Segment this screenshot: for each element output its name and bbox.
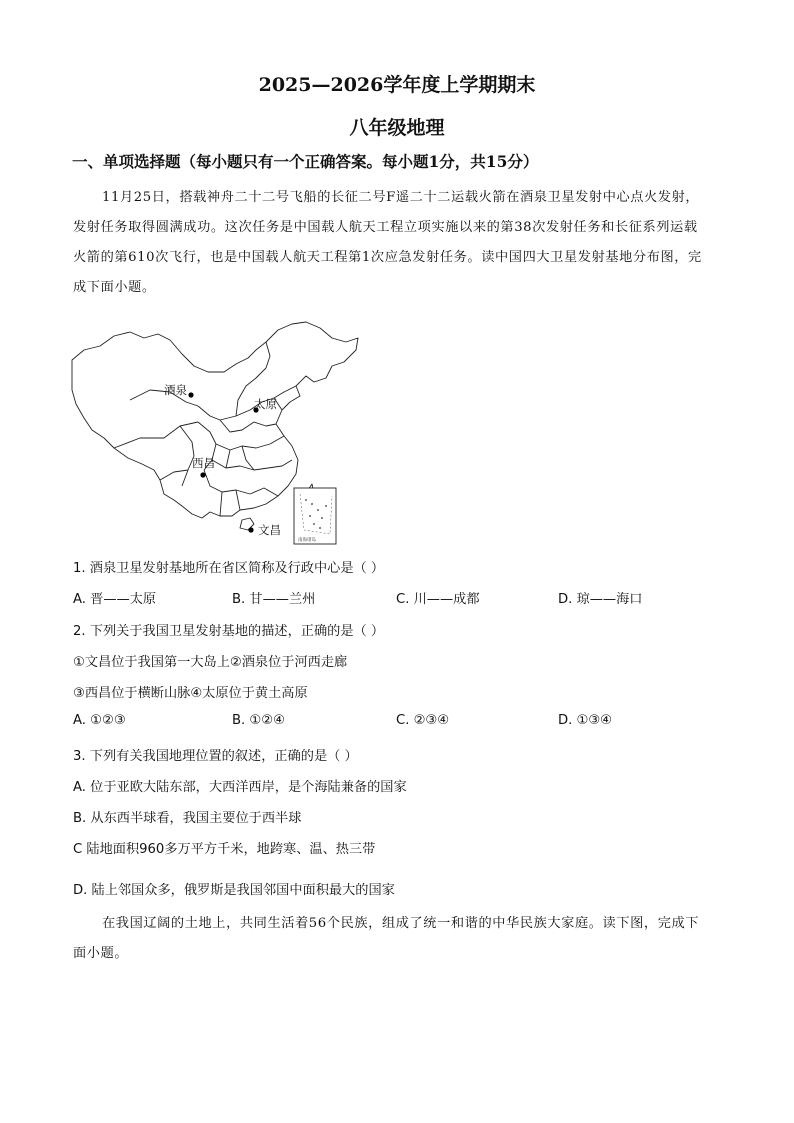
intro-line-4: 成下面小题。 [73, 280, 156, 295]
q3-option-d: D. 陆上邻国众多，俄罗斯是我国邻国中面积最大的国家 [73, 883, 395, 898]
jiuquan-dot [188, 392, 193, 397]
section-heading: 一、单项选择题（每小题只有一个正确答案。每小题1分，共15分） [72, 152, 539, 171]
q2-option-b: B. ①②④ [232, 713, 285, 728]
q2-statement-1: ①文昌位于我国第一大岛上②酒泉位于河西走廊 [73, 655, 348, 670]
q3-stem: 3. 下列有关我国地理位置的叙述，正确的是（ ） [73, 749, 358, 764]
q3-option-b: B. 从东西半球看，我国主要位于西半球 [73, 811, 302, 826]
china-launch-sites-map [70, 320, 360, 545]
q2-option-d: D. ①③④ [558, 713, 613, 728]
jiuquan-label: 酒泉 [164, 383, 187, 397]
taiyuan-label: 太原 [254, 397, 277, 411]
q3-option-c: C 陆地面积960多万平方千米，地跨寒、温、热三带 [73, 842, 376, 857]
intro-line-3: 火箭的第610次飞行，也是中国载人航天工程第1次应急发射任务。读中国四大卫星发射基地分布图，完 [73, 250, 702, 265]
q1-option-c: C. 川——成都 [396, 592, 480, 607]
intro-line-2: 发射任务取得圆满成功。这次任务是中国载人航天工程立项实施以来的第38次发射任务和长征系列运载 [73, 220, 698, 235]
exam-title: 2025—2026学年度上学期期末 [258, 74, 536, 96]
xichang-dot [200, 472, 205, 477]
q1-option-d: D. 琼——海口 [558, 592, 643, 607]
q2-stem: 2. 下列关于我国卫星发射基地的描述，正确的是（ ） [73, 624, 385, 639]
intro2-line-2: 面小题。 [73, 946, 129, 961]
south-china-sea-inset [294, 488, 336, 544]
wenchang-dot [248, 527, 253, 532]
intro2-line-1: 在我国辽阔的土地上，共同生活着56个民族，组成了统一和谐的中华民族大家庭。读下图，完成下 [102, 916, 700, 931]
q2-option-c: C. ②③④ [396, 713, 450, 728]
q1-option-a: A. 晋——太原 [73, 592, 157, 607]
q1-option-b: B. 甘——兰州 [232, 592, 316, 607]
exam-subtitle: 八年级地理 [349, 117, 445, 139]
q2-statement-2: ③西昌位于横断山脉④太原位于黄土高原 [73, 686, 308, 701]
q1-stem: 1. 酒泉卫星发射基地所在省区简称及行政中心是（ ） [73, 561, 385, 576]
q3-option-a: A. 位于亚欧大陆东部，大西洋西岸，是个海陆兼备的国家 [73, 780, 407, 795]
q2-option-a: A. ①②③ [73, 713, 126, 728]
intro-line-1: 11月25日，搭载神舟二十二号飞船的长征二号F遥二十二运载火箭在酒泉卫星发射中心点火发射， [102, 190, 700, 205]
xichang-label: 西昌 [192, 456, 215, 470]
wenchang-label: 文昌 [258, 523, 281, 537]
inset-label: 南海诸岛 [298, 538, 316, 543]
